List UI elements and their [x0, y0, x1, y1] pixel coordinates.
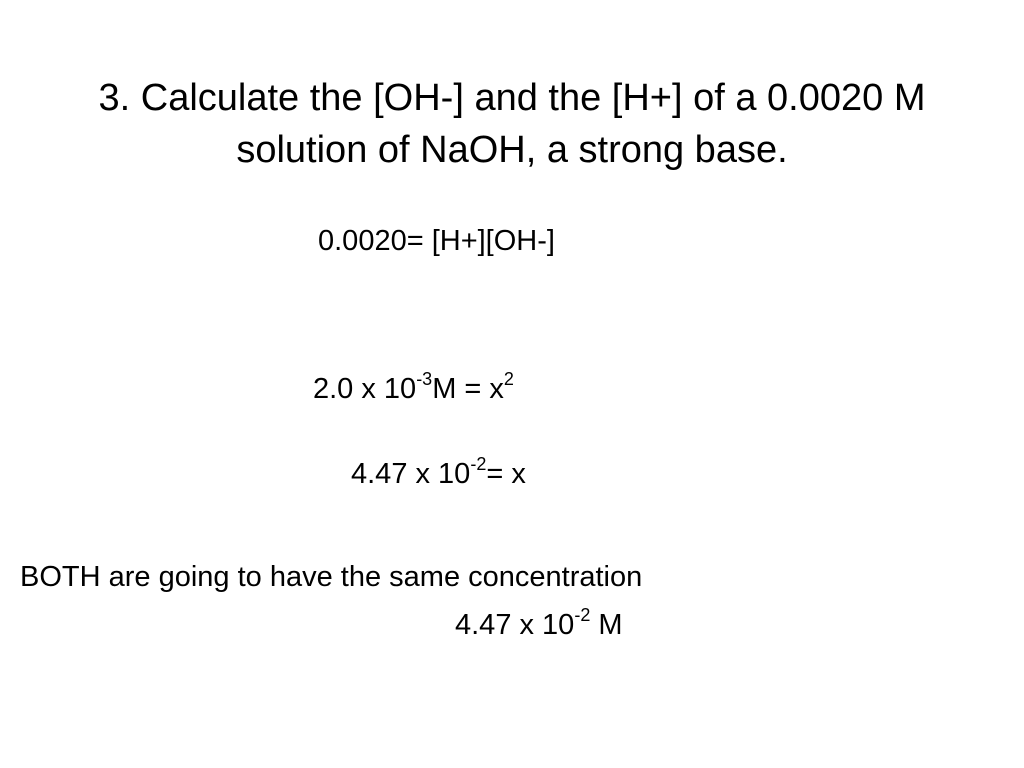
title-line-2: solution of NaOH, a strong base. — [236, 129, 788, 171]
title-line-1: 3. Calculate the [OH-] and the [H+] of a 0.0020 M — [98, 77, 926, 119]
equation-3-exponent: -2 — [470, 454, 487, 475]
result-concentration — [455, 605, 623, 642]
equation-equilibrium — [318, 224, 555, 258]
equation-substitution — [313, 369, 514, 406]
result-exponent: -2 — [574, 605, 591, 626]
equation-3-tail: = x — [486, 458, 526, 490]
conclusion-text — [20, 560, 642, 594]
equation-1-text: 0.0020= [H+][OH-] — [318, 225, 555, 257]
equation-2-exponent: -3 — [416, 369, 433, 390]
conclusion-label: BOTH are going to have the same concentration — [20, 561, 643, 593]
slide-title — [40, 72, 984, 176]
equation-2-base: 2.0 x 10 — [313, 373, 417, 405]
result-unit: M — [590, 609, 623, 641]
equation-2-power: 2 — [503, 369, 514, 390]
equation-2-middle: M = x — [432, 373, 504, 405]
equation-3-base: 4.47 x 10 — [351, 458, 471, 490]
equation-solution — [351, 454, 526, 491]
result-base: 4.47 x 10 — [455, 609, 575, 641]
